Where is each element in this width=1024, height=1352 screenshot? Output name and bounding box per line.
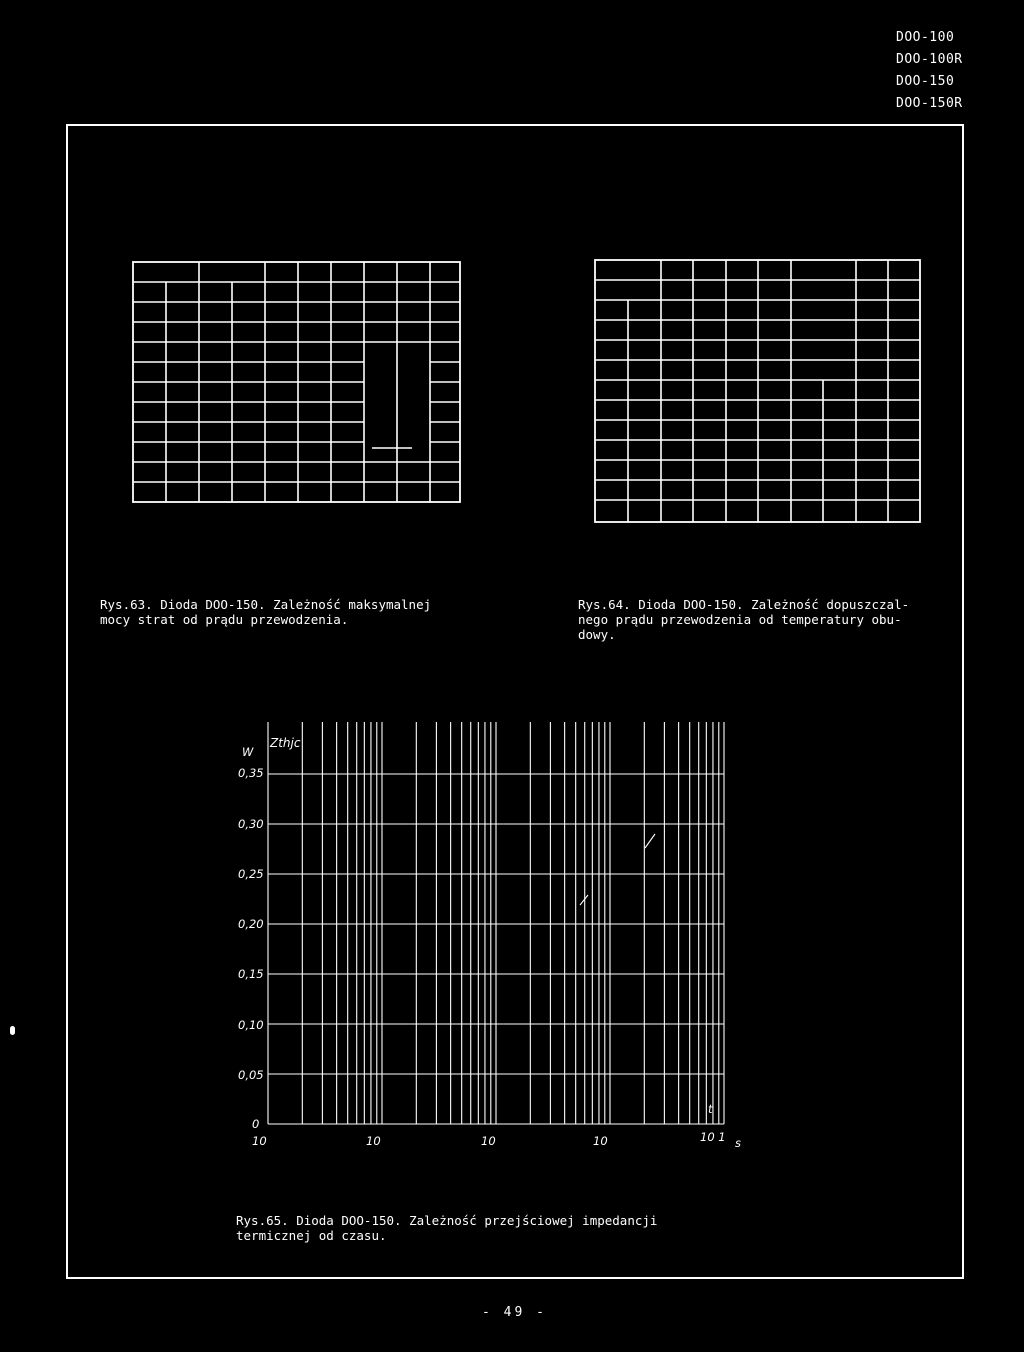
curve-fragment — [580, 895, 588, 905]
y-tick-label: 0,25 — [238, 867, 264, 881]
figure-63-caption-line-1: Rys.63. Dioda DOO-150. Zależność maksymalnej — [100, 597, 432, 612]
page-number: - 49 - — [482, 1305, 547, 1320]
figure-65-unit-label: W — [242, 745, 254, 759]
figure-63-caption-line-2: mocy strat od prądu przewodzenia. — [100, 612, 349, 627]
y-tick-label: 0,10 — [238, 1018, 264, 1032]
x-tick-label: 10 — [481, 1134, 496, 1148]
x-tick-label: 10 1 — [700, 1130, 726, 1144]
model-code-3: DOO-150 — [896, 74, 955, 89]
figure-65-time-label: t — [708, 1102, 713, 1116]
y-tick-label: 0,35 — [238, 766, 264, 780]
y-tick-label: 0 — [252, 1117, 260, 1131]
curve-fragment — [645, 834, 655, 848]
model-code-4: DOO-150R — [896, 96, 963, 111]
y-tick-label: 0,15 — [238, 967, 264, 981]
scan-artifact-dot — [10, 1026, 15, 1035]
figure-65-time-unit: s — [735, 1136, 741, 1150]
figure-64-caption-line-2: nego prądu przewodzenia od temperatury obu- — [578, 612, 902, 627]
figure-65-quantity-label: Zthjc — [270, 736, 301, 750]
figure-65-gridlines — [268, 722, 724, 1124]
model-code-1: DOO-100 — [896, 30, 955, 45]
x-tick-label: 10 — [252, 1134, 267, 1148]
x-tick-label: 10 — [593, 1134, 608, 1148]
model-code-2: DOO-100R — [896, 52, 963, 67]
figure-65-caption-line-1: Rys.65. Dioda DOO-150. Zależność przejściowej impedancji — [236, 1213, 658, 1228]
x-tick-label: 10 — [366, 1134, 381, 1148]
y-tick-label: 0,20 — [238, 917, 264, 931]
y-tick-label: 0,30 — [238, 817, 264, 831]
figure-64-caption-line-1: Rys.64. Dioda DOO-150. Zależność dopuszczal- — [578, 597, 910, 612]
y-tick-label: 0,05 — [238, 1068, 264, 1082]
figure-64-caption-line-3: dowy. — [578, 627, 616, 642]
figure-65-caption-line-2: termicznej od czasu. — [236, 1228, 387, 1243]
